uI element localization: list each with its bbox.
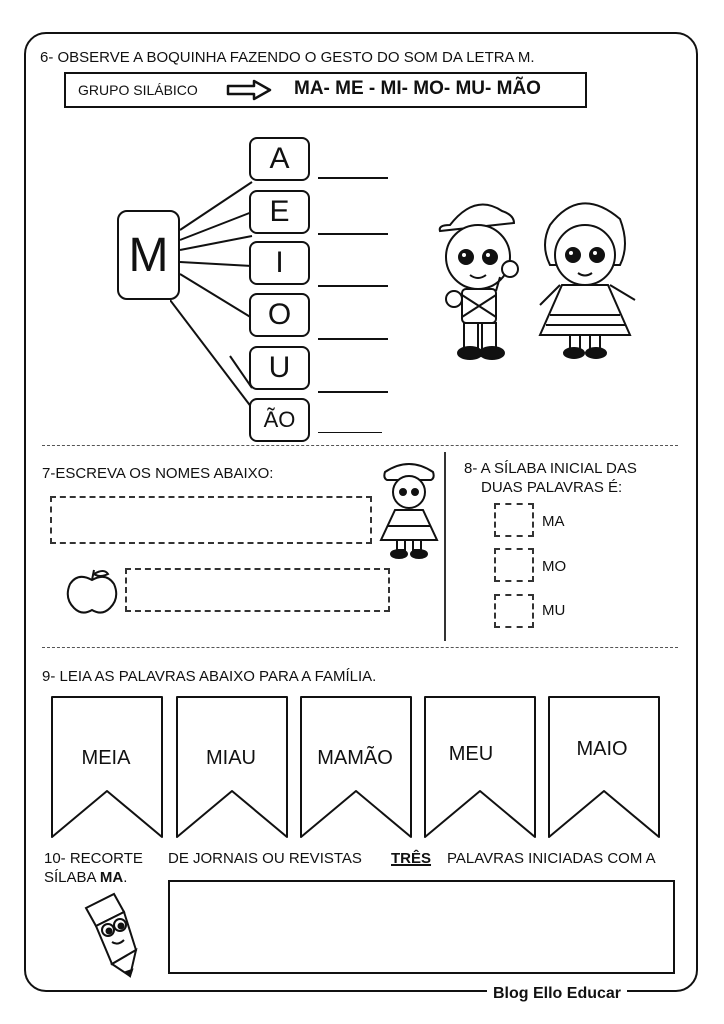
option-mu: MU xyxy=(542,602,566,619)
answer-line[interactable] xyxy=(318,233,388,235)
festa-junina-kids-illustration xyxy=(430,185,645,365)
cutout-paste-box[interactable] xyxy=(168,880,675,974)
answer-line[interactable] xyxy=(318,285,388,287)
banner-word-mamao: MAMÃO xyxy=(317,747,393,769)
answer-line[interactable] xyxy=(318,391,388,393)
pencil-character-icon xyxy=(74,892,144,984)
vowel-box-a: A xyxy=(249,137,310,181)
q10-text-part3: PALAVRAS INICIADAS COM A xyxy=(447,850,656,867)
vowel-box-u: U xyxy=(249,346,310,390)
q10-emphasis: TRÊS xyxy=(391,850,432,867)
section-divider xyxy=(42,445,678,446)
vowel-box-i: I xyxy=(249,241,310,285)
section-divider xyxy=(42,647,678,648)
q9-title: 9- LEIA AS PALAVRAS ABAIXO PARA A FAMÍLIA. xyxy=(42,668,377,685)
syllable-group-list: MA- ME - MI- MO- MU- MÃO xyxy=(294,78,541,99)
banner-word-meia: MEIA xyxy=(81,747,131,769)
banner-word-miau: MIAU xyxy=(206,747,256,769)
q10-line2-start: SÍLABA xyxy=(44,869,96,886)
banner-word-maio: MAIO xyxy=(576,738,628,760)
syllable-group-label: GRUPO SILÁBICO xyxy=(78,82,198,98)
q8-title-line1: 8- A SÍLABA INICIAL DAS xyxy=(464,460,637,477)
checkbox-mo[interactable] xyxy=(494,548,534,582)
name-answer-box-2[interactable] xyxy=(125,568,390,612)
vowel-box-e: E xyxy=(249,190,310,234)
answer-line[interactable] xyxy=(318,177,388,179)
dancing-girl-illustration xyxy=(375,456,443,560)
vowel-box-o: O xyxy=(249,293,310,337)
q6-title: 6- OBSERVE A BOQUINHA FAZENDO O GESTO DO SOM DA LETRA M. xyxy=(40,49,535,66)
q10-text-part2: DE JORNAIS OU REVISTAS xyxy=(168,850,362,867)
checkbox-mu[interactable] xyxy=(494,594,534,628)
q10-line2-end: . xyxy=(123,869,128,886)
apple-icon xyxy=(64,566,120,616)
answer-line[interactable] xyxy=(318,432,382,433)
q8-title-line2: DUAS PALAVRAS É: xyxy=(481,479,623,496)
q10-line2-bold: MA xyxy=(99,869,124,886)
name-answer-box-1[interactable] xyxy=(50,496,372,544)
footer-credit: Blog Ello Educar xyxy=(487,985,627,1003)
letter-m-box: M xyxy=(117,210,180,300)
banner-word-meu: MEU xyxy=(448,743,494,765)
column-divider xyxy=(444,452,446,641)
option-ma: MA xyxy=(542,513,565,530)
q7-title: 7-ESCREVA OS NOMES ABAIXO: xyxy=(42,465,274,482)
arrow-right-icon xyxy=(226,79,272,101)
vowel-box-ao: ÃO xyxy=(249,398,310,442)
q10-label: 10- RECORTE xyxy=(44,850,143,867)
answer-line[interactable] xyxy=(318,338,388,340)
checkbox-ma[interactable] xyxy=(494,503,534,537)
q10-line2 xyxy=(44,869,127,886)
option-mo: MO xyxy=(542,558,567,575)
